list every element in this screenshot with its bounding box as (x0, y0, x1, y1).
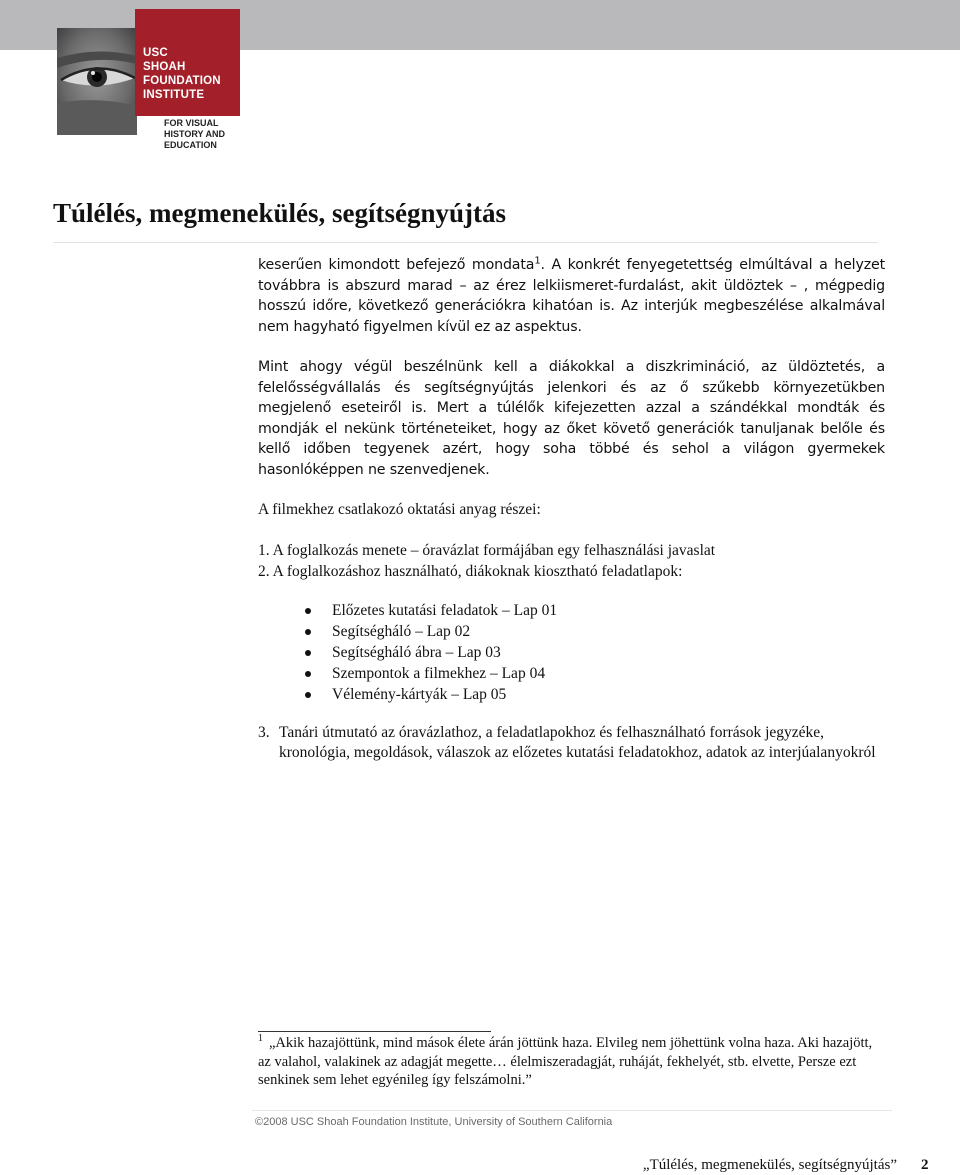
footnote-divider (258, 1031, 491, 1032)
list-item: Vélemény-kártyák – Lap 05 (305, 684, 885, 705)
footer-divider (252, 1110, 892, 1111)
worksheet-list (305, 600, 885, 705)
running-title: „Túlélés, megmenekülés, segítségnyújtás” (642, 1157, 897, 1173)
numbered-item-1: 1. A foglalkozás menete – óravázlat formájában egy felhasználási javaslat (258, 541, 716, 559)
paragraph-1-rest: . A konkrét fenyegetettség elmúltával a helyzet továbbra is abszurd marad – az érez lelkiismeret-furdalást, akit üldöztek – , mégpedig hosszú időre, következő generációkra kihatóan is. Az interjúk megbeszélése alkalmával nem hagyható figyelmen kívül ez az aspektus. (258, 257, 885, 335)
title-divider (53, 242, 878, 243)
list-item: Előzetes kutatási feladatok – Lap 01 (305, 600, 885, 621)
paragraph-1 (258, 255, 885, 337)
main-content (258, 255, 885, 764)
numbered-item-3-number: 3. (258, 723, 270, 741)
logo-red-block (135, 9, 240, 116)
logo-tagline: FOR VISUAL HISTORY AND EDUCATION (164, 118, 226, 150)
numbered-item-3 (258, 723, 885, 764)
paragraph-2: Mint ahogy végül beszélnünk kell a diákokkal a diszkrimináció, az üldöztetés, a felelősségvállalás és segítségnyújtás jelenkori és az ő szűkebb környezetükben megjelenő eseteiről is. Mert a túlélők kifejezetten azzal a szándékkal mondták és mondják el nekünk történeteiket, hogy az őket követő generációk tanuljanak belőle és kellő időben tegyenek azért, hogy soha többé és sehol a világon gyermekek hasonlóképpen ne szenvedjenek. (258, 359, 885, 478)
list-item: Szempontok a filmekhez – Lap 04 (305, 663, 885, 684)
numbered-item-3-text: Tanári útmutató az óravázlathoz, a feladatlapokhoz és felhasználható források jegyzéke, kronológia, megoldások, válaszok az előzetes kutatási feladatokhoz, adatok az interjúalanyokról (279, 723, 876, 761)
page-number: 2 (921, 1157, 929, 1173)
footnote-reference: 1 (534, 255, 541, 267)
copyright-notice: ©2008 USC Shoah Foundation Institute, University of Southern California (255, 1116, 613, 1128)
list-item: Segítségháló – Lap 02 (305, 621, 885, 642)
logo-institute-name: USC SHOAH FOUNDATION INSTITUTE (143, 47, 221, 101)
footnote-text: „Akik hazajöttünk, mind mások élete árán jöttünk haza. Elvileg nem jöhettünk volna haza. Aki hazajött, az valahol, valakinek az adagját megette… élelmiszeradagját, ruháját, fekhelyét, stb. elvette, Persze ezt senkinek sem lehet egyénileg így felszámolni.” (258, 1035, 873, 1088)
paragraph-1-start: keserűen kimondott befejező mondata (258, 257, 535, 273)
page-title: Túlélés, megmenekülés, segítségnyújtás (53, 198, 506, 228)
footnote-marker: 1 (258, 1033, 263, 1045)
materials-intro: A filmekhez csatlakozó oktatási anyag részei: (258, 501, 541, 518)
eye-image (57, 28, 137, 135)
numbered-item-2: 2. A foglalkozáshoz használható, diákoknak kiosztható feladatlapok: (258, 562, 683, 580)
list-item: Segítségháló ábra – Lap 03 (305, 642, 885, 663)
logo-eye-photo (57, 28, 137, 135)
footnote (258, 1034, 888, 1090)
